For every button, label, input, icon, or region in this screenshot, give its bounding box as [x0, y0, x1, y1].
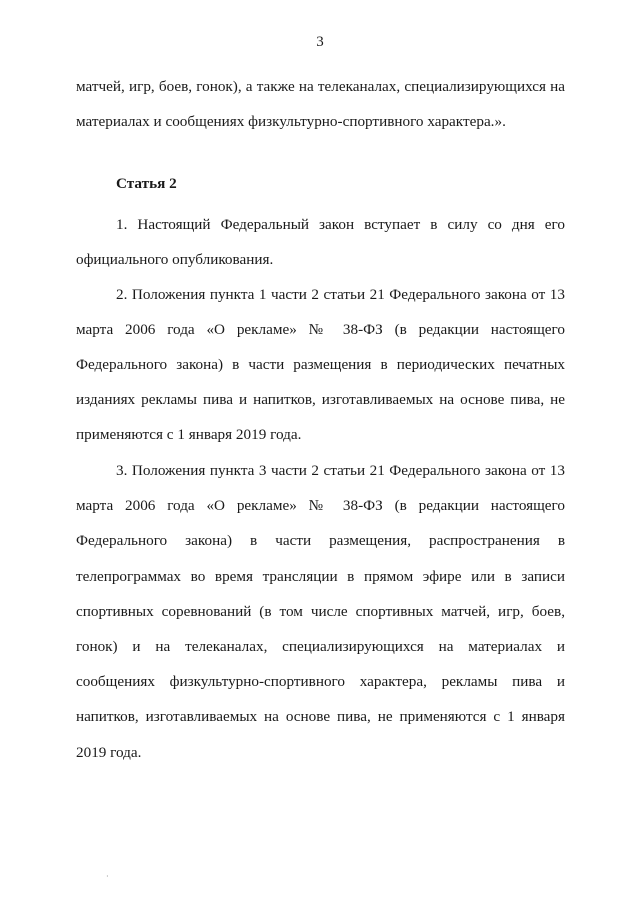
article-item-2: 2. Положения пункта 1 части 2 статьи 21 Федерального закона от 13 марта 2006 года «О рекламе» № 38-ФЗ (в редакции настоящего Федерального закона) в части размещения в периодических печатных изданиях рекламы пива и напитков, изготавливаемых на основе пива, не применяются с 1 января 2019 года. [76, 286, 565, 443]
article-item-3: 3. Положения пункта 3 части 2 статьи 21 Федерального закона от 13 марта 2006 года «О рекламе» № 38-ФЗ (в редакции настоящего Федерального закона) в части размещения, распространения в телепрограммах во время трансляции в прямом эфире или в записи спортивных соревнований (в том числе спортивных матчей, игр, боев, гонок) и на телеканалах, специализирующихся на материалах и сообщениях физкультурно-спортивного характера, рекламы пива и напитков, изготавливаемых на основе пива, не применяются с 1 января 2019 года. [76, 462, 565, 761]
article-heading: Статья 2 [116, 175, 177, 192]
scan-speck: · [106, 872, 109, 881]
page-number: 3 [316, 34, 324, 50]
article-item-1: 1. Настоящий Федеральный закон вступает в силу со дня его официального опубликования. [76, 216, 565, 268]
continuation-paragraph: матчей, игр, боев, гонок), а также на телеканалах, специализирующихся на материалах и сообщениях физкультурно-спортивного характера.». [76, 78, 565, 130]
